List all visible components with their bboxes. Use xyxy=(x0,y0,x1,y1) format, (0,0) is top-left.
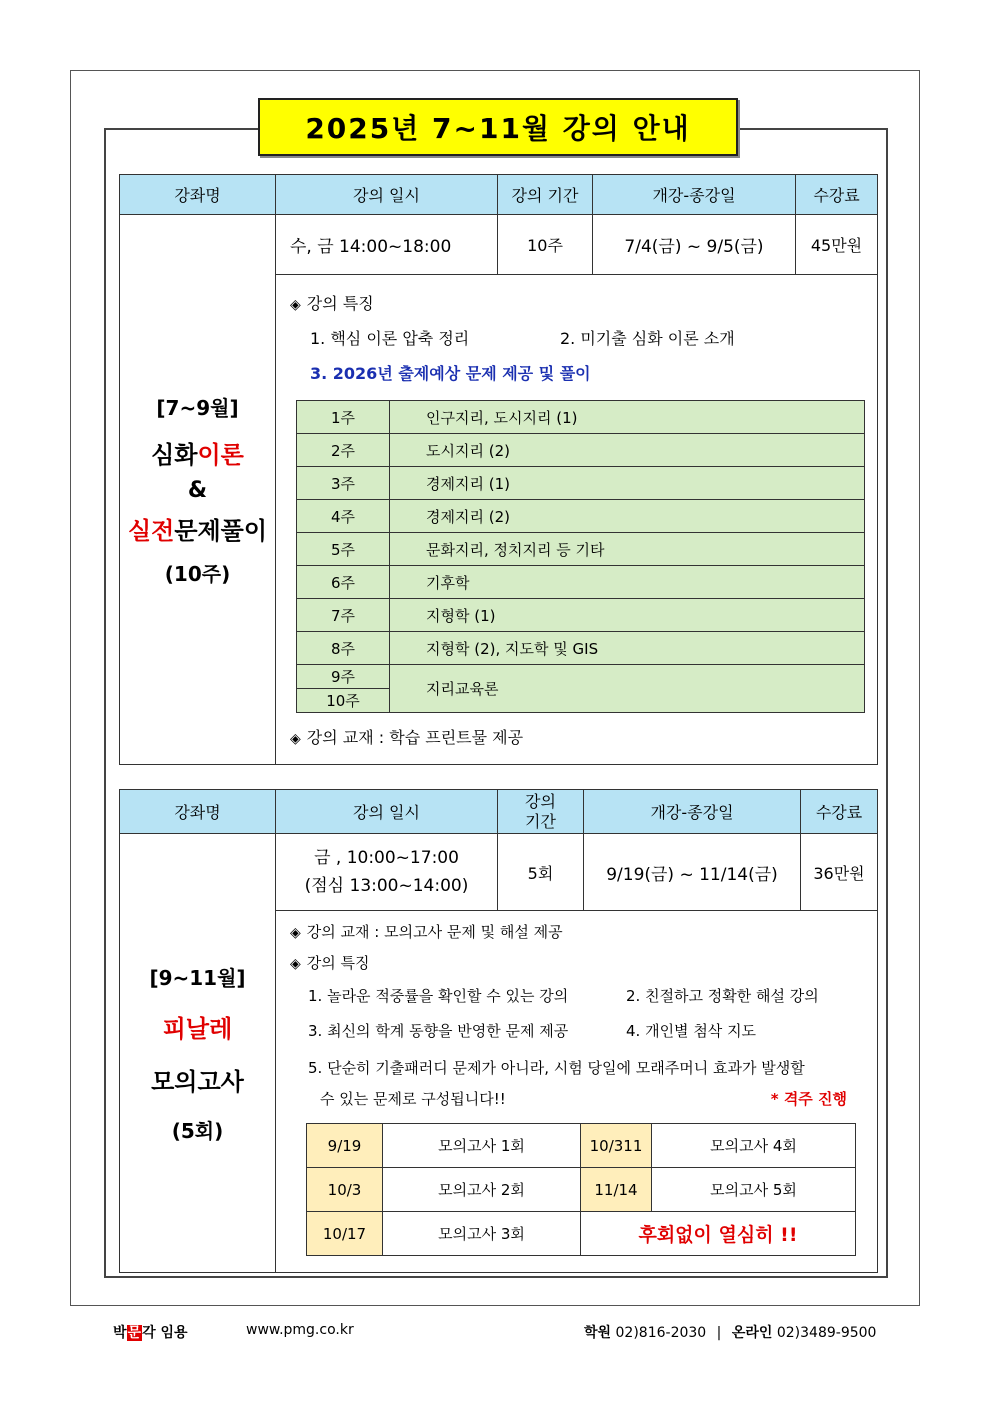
course2-period-label: [9~11월] xyxy=(149,966,246,990)
course1-material-text: 강의 교재 : 학습 프린트물 제공 xyxy=(306,728,524,747)
course2-title-line1: 피날레 xyxy=(162,1015,233,1043)
header-course-name: 강좌명 xyxy=(120,175,276,215)
course2-material-text: 강의 교재 : 모의고사 문제 및 해설 제공 xyxy=(306,923,563,941)
footer-separator: | xyxy=(716,1325,722,1341)
course1-feature-1: 1. 핵심 이론 압축 정리 xyxy=(310,329,470,348)
course2-schedule xyxy=(276,834,498,911)
header-course-name: 강좌명 xyxy=(120,790,276,834)
mock-date: 10/3 xyxy=(307,1168,383,1212)
course1-title-part-red: 이론 xyxy=(197,441,244,469)
week-topic: 경제지리 (2) xyxy=(390,500,865,533)
course1-duration: 10주 xyxy=(498,215,593,275)
course2-feature-2: 2. 친절하고 정확한 해설 강의 xyxy=(626,987,819,1005)
course2-feature-1: 1. 놀라운 적중률을 확인할 수 있는 강의 xyxy=(308,987,569,1005)
course2-schedule-line2: (점심 13:00~14:00) xyxy=(304,876,469,896)
course2-details xyxy=(276,911,878,1273)
footer-contacts xyxy=(584,1322,876,1342)
features-title: 강의 특징 xyxy=(306,954,370,972)
course2-feature-5: 5. 단순히 기출패러디 문제가 아니라, 시험 당일에 모래주머니 효과가 발생할 xyxy=(308,1059,805,1077)
header-schedule: 강의 일시 xyxy=(276,790,498,834)
course1-title-part-red: 실전 xyxy=(127,517,175,545)
table-row xyxy=(297,401,865,434)
brand-part: 각 xyxy=(142,1325,156,1341)
brand-part: 임용 xyxy=(155,1325,188,1341)
table-row xyxy=(307,1168,856,1212)
online-phone: 02)3489-9500 xyxy=(776,1325,877,1341)
table-row xyxy=(307,1212,856,1256)
course2-features-row1 xyxy=(276,985,877,1006)
course2-title-line2: 모의고사 xyxy=(151,1068,244,1096)
page-title: 2025년 7~11월 강의 안내 xyxy=(258,98,738,156)
table-row xyxy=(297,632,865,665)
mock-date: 11/14 xyxy=(581,1168,652,1212)
course1-week-table xyxy=(296,400,865,713)
table-row xyxy=(297,500,865,533)
course2-feature-3: 3. 최신의 학계 동향을 반영한 문제 제공 xyxy=(308,1022,569,1040)
course1-details xyxy=(276,275,878,765)
table-row xyxy=(297,599,865,632)
header-fee: 수강료 xyxy=(796,175,878,215)
course1-title-line1 xyxy=(120,435,275,470)
course1-features-heading xyxy=(276,291,877,314)
course1-feature-3: 3. 2026년 출제예상 문제 제공 및 풀이 xyxy=(310,364,591,383)
week-label: 2주 xyxy=(297,434,390,467)
header-schedule: 강의 일시 xyxy=(276,175,498,215)
mock-name: 모의고사 5회 xyxy=(652,1168,856,1212)
course1-feature-2: 2. 미기출 심화 이론 소개 xyxy=(560,329,735,348)
features-title: 강의 특징 xyxy=(306,294,374,313)
course2-feature-5-line2: 수 있는 문제로 구성됩니다!! xyxy=(320,1090,506,1108)
course1-schedule: 수, 금 14:00~18:00 xyxy=(276,215,498,275)
course2-info-row xyxy=(120,834,878,911)
course2-feature-4: 4. 개인별 첨삭 지도 xyxy=(626,1022,757,1040)
academy-phone: 02)816-2030 xyxy=(615,1325,707,1341)
header-period-line2: 기간 xyxy=(525,811,556,831)
course1-fee: 45만원 xyxy=(796,215,878,275)
course2-features-row2 xyxy=(276,1020,877,1041)
mock-name: 모의고사 4회 xyxy=(652,1124,856,1168)
table-row xyxy=(297,533,865,566)
course2-features-heading xyxy=(276,952,877,973)
course2-duration: 5회 xyxy=(498,834,584,911)
mock-name: 모의고사 1회 xyxy=(383,1124,581,1168)
course1-features-row xyxy=(276,326,877,349)
mock-name: 모의고사 2회 xyxy=(383,1168,581,1212)
diamond-bullet-icon: ◈ xyxy=(290,297,301,313)
course2-mock-table xyxy=(306,1123,856,1256)
course2-material xyxy=(276,921,877,942)
brand-part-highlight: 문 xyxy=(127,1325,142,1341)
course2-schedule-line1: 금 , 10:00~17:00 xyxy=(314,848,459,868)
course1-material xyxy=(276,725,877,748)
course1-table xyxy=(119,174,878,765)
table-row xyxy=(297,434,865,467)
week-topic: 지형학 (2), 지도학 및 GIS xyxy=(390,632,865,665)
course1-title-part: 심화 xyxy=(151,441,198,469)
course1-title-part: 문제풀이 xyxy=(174,517,268,545)
footer-url[interactable]: www.pmg.co.kr xyxy=(246,1322,354,1338)
header-fee: 수강료 xyxy=(801,790,878,834)
course2-fee: 36만원 xyxy=(801,834,878,911)
mock-date: 9/19 xyxy=(307,1124,383,1168)
course1-header-row xyxy=(120,175,878,215)
course2-header-row xyxy=(120,790,878,834)
week-label: 4주 xyxy=(297,500,390,533)
header-period: 강의 기간 xyxy=(498,175,593,215)
course2-sidebar xyxy=(120,834,276,1273)
course1-amp: & xyxy=(187,478,208,503)
table-row xyxy=(297,566,865,599)
week-label: 7주 xyxy=(297,599,390,632)
week-topic: 문화지리, 정치지리 등 기타 xyxy=(390,533,865,566)
footer-brand-logo xyxy=(113,1322,188,1342)
week-topic: 경제지리 (1) xyxy=(390,467,865,500)
online-label: 온라인 xyxy=(731,1325,773,1341)
week-topic: 도시지리 (2) xyxy=(390,434,865,467)
table-row xyxy=(307,1124,856,1168)
course1-sidebar xyxy=(120,215,276,765)
diamond-bullet-icon: ◈ xyxy=(290,731,301,747)
week-label: 6주 xyxy=(297,566,390,599)
course1-title-line2 xyxy=(120,511,275,546)
week-topic: 지리교육론 xyxy=(390,665,865,713)
course1-period-label: [7~9월] xyxy=(156,396,239,420)
week-label: 3주 xyxy=(297,467,390,500)
header-period xyxy=(498,790,584,834)
table-row xyxy=(297,665,865,689)
course2-table xyxy=(119,789,878,1273)
course2-count: (5회) xyxy=(171,1119,224,1143)
mock-date: 10/17 xyxy=(307,1212,383,1256)
course2-slogan: 후회없이 열심히 !! xyxy=(581,1212,856,1256)
course2-dates: 9/19(금) ~ 11/14(금) xyxy=(584,834,801,911)
academy-label: 학원 xyxy=(584,1325,612,1341)
course1-dates: 7/4(금) ~ 9/5(금) xyxy=(593,215,796,275)
header-period-line1: 강의 xyxy=(525,791,556,811)
diamond-bullet-icon: ◈ xyxy=(290,956,301,972)
mock-name: 모의고사 3회 xyxy=(383,1212,581,1256)
course2-note: * 격주 진행 xyxy=(770,1090,847,1108)
week-label: 1주 xyxy=(297,401,390,434)
week-label: 8주 xyxy=(297,632,390,665)
mock-date: 10/311 xyxy=(581,1124,652,1168)
diamond-bullet-icon: ◈ xyxy=(290,925,301,941)
table-row xyxy=(297,467,865,500)
week-label: 5주 xyxy=(297,533,390,566)
week-topic: 인구지리, 도시지리 (1) xyxy=(390,401,865,434)
header-dates: 개강-종강일 xyxy=(593,175,796,215)
course2-feature-5-cont xyxy=(276,1088,877,1109)
week-label: 9주 xyxy=(297,665,390,689)
brand-part: 박 xyxy=(113,1325,127,1341)
header-dates: 개강-종강일 xyxy=(584,790,801,834)
course1-count: (10주) xyxy=(164,562,231,586)
week-label: 10주 xyxy=(297,689,390,713)
week-topic: 지형학 (1) xyxy=(390,599,865,632)
course1-info-row xyxy=(120,215,878,275)
week-topic: 기후학 xyxy=(390,566,865,599)
